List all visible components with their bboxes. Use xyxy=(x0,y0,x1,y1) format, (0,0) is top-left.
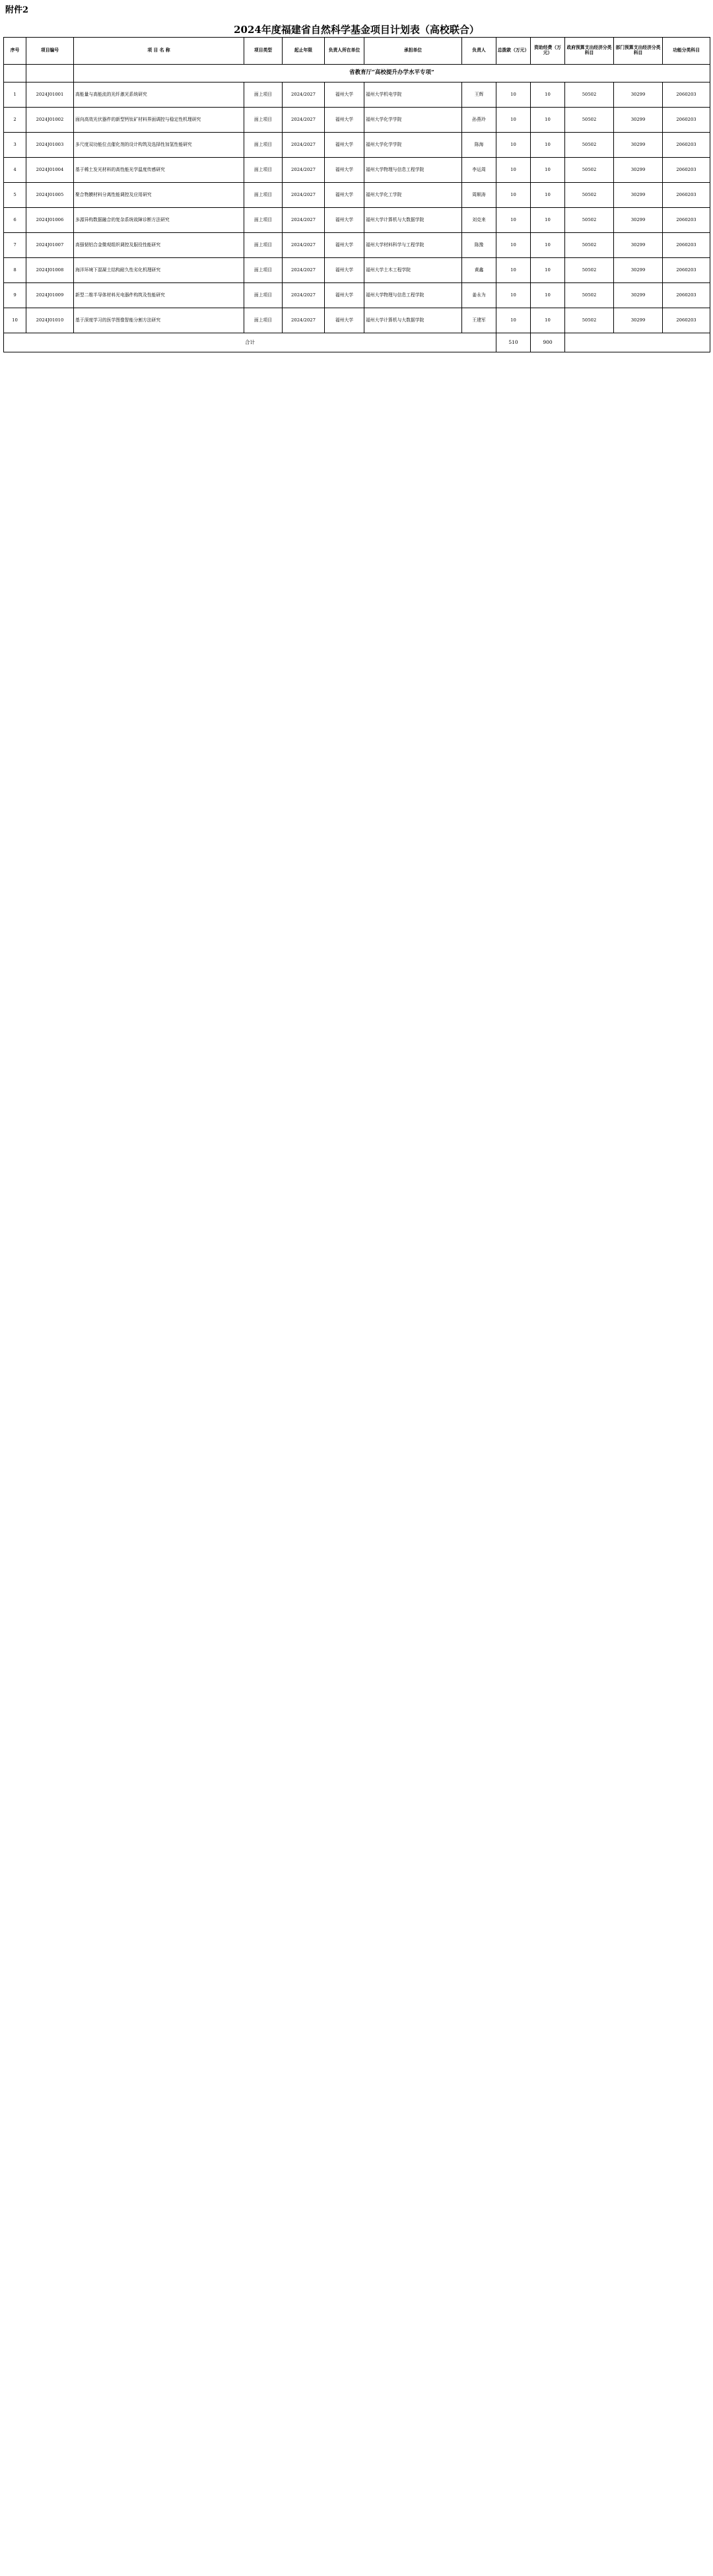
total-row xyxy=(4,333,710,352)
cell-grant-funding: 10 xyxy=(531,233,565,258)
cell-institution: 福州大学 xyxy=(325,283,364,308)
table-row xyxy=(4,283,710,308)
cell-period: 2024/2027 xyxy=(283,133,325,158)
table-row xyxy=(4,83,710,108)
cell-leader: 李运周 xyxy=(462,158,496,183)
cell-function-code: 2060203 xyxy=(663,133,710,158)
cell-leader: 王辉 xyxy=(462,83,496,108)
cell-dept-budget-code: 30299 xyxy=(614,308,663,333)
total-blank xyxy=(565,333,710,352)
cell-function-code: 2060203 xyxy=(663,83,710,108)
cell-period: 2024/2027 xyxy=(283,283,325,308)
cell-institution: 福州大学 xyxy=(325,133,364,158)
cell-project-type: 面上项目 xyxy=(244,308,283,333)
cell-dept-budget-code: 30299 xyxy=(614,208,663,233)
cell-grant-funding: 10 xyxy=(531,83,565,108)
cell-unit: 福州大学计算机与大数据学院 xyxy=(364,208,462,233)
header-cell: 资助经费（万元） xyxy=(531,38,565,65)
cell-grant-funding: 10 xyxy=(531,158,565,183)
cell-index: 2 xyxy=(4,108,26,133)
header-cell: 项目编号 xyxy=(26,38,74,65)
header-cell: 负责人 xyxy=(462,38,496,65)
header-cell: 项目类型 xyxy=(244,38,283,65)
cell-project-id: 2024J01006 xyxy=(26,208,74,233)
cell-project-name: 高强韧铝合金微观组织调控及服役性能研究 xyxy=(74,233,244,258)
cell-project-id: 2024J01009 xyxy=(26,283,74,308)
cell-period: 2024/2027 xyxy=(283,158,325,183)
cell-leader: 黄鑫 xyxy=(462,258,496,283)
cell-function-code: 2060203 xyxy=(663,108,710,133)
cell-total-funding: 10 xyxy=(496,283,531,308)
cell-index: 8 xyxy=(4,258,26,283)
cell-project-name: 基于深度学习的医学图像智能分割方法研究 xyxy=(74,308,244,333)
header-cell: 总拨款（万元） xyxy=(496,38,531,65)
cell-function-code: 2060203 xyxy=(663,233,710,258)
cell-project-id: 2024J01001 xyxy=(26,83,74,108)
header-cell: 起止年限 xyxy=(283,38,325,65)
table-body xyxy=(4,65,710,352)
section-blank xyxy=(26,65,74,83)
table-row xyxy=(4,158,710,183)
cell-project-name: 面向高效光伏器件的新型钙钛矿材料界面调控与稳定性机理研究 xyxy=(74,108,244,133)
cell-gov-budget-code: 50502 xyxy=(565,133,614,158)
cell-unit: 福州大学物理与信息工程学院 xyxy=(364,158,462,183)
cell-period: 2024/2027 xyxy=(283,258,325,283)
cell-total-funding: 10 xyxy=(496,308,531,333)
cell-leader: 陈海 xyxy=(462,133,496,158)
cell-total-funding: 10 xyxy=(496,208,531,233)
table-header-row xyxy=(4,38,710,65)
cell-gov-budget-code: 50502 xyxy=(565,233,614,258)
cell-project-name: 新型二维半导体材料光电器件构筑及性能研究 xyxy=(74,283,244,308)
cell-dept-budget-code: 30299 xyxy=(614,258,663,283)
cell-period: 2024/2027 xyxy=(283,83,325,108)
cell-grant-funding: 10 xyxy=(531,133,565,158)
cell-period: 2024/2027 xyxy=(283,208,325,233)
header-cell: 政府预算支出经济分类科目 xyxy=(565,38,614,65)
table-row xyxy=(4,308,710,333)
total-funding-sum: 510 xyxy=(496,333,531,352)
cell-institution: 福州大学 xyxy=(325,258,364,283)
cell-gov-budget-code: 50502 xyxy=(565,283,614,308)
cell-project-name: 基于稀土发光材料的高性能光学温度传感研究 xyxy=(74,158,244,183)
cell-gov-budget-code: 50502 xyxy=(565,83,614,108)
cell-gov-budget-code: 50502 xyxy=(565,158,614,183)
cell-project-id: 2024J01005 xyxy=(26,183,74,208)
cell-leader: 孙燕玲 xyxy=(462,108,496,133)
cell-dept-budget-code: 30299 xyxy=(614,108,663,133)
header-cell: 承担单位 xyxy=(364,38,462,65)
cell-leader: 周顺涛 xyxy=(462,183,496,208)
cell-gov-budget-code: 50502 xyxy=(565,308,614,333)
cell-function-code: 2060203 xyxy=(663,208,710,233)
cell-grant-funding: 10 xyxy=(531,183,565,208)
cell-institution: 福州大学 xyxy=(325,83,364,108)
cell-project-id: 2024J01010 xyxy=(26,308,74,333)
cell-function-code: 2060203 xyxy=(663,283,710,308)
cell-gov-budget-code: 50502 xyxy=(565,208,614,233)
cell-grant-funding: 10 xyxy=(531,108,565,133)
cell-leader: 姜永为 xyxy=(462,283,496,308)
cell-project-name: 多源异构数据融合的复杂系统故障诊断方法研究 xyxy=(74,208,244,233)
cell-index: 5 xyxy=(4,183,26,208)
cell-institution: 福州大学 xyxy=(325,308,364,333)
cell-unit: 福州大学物理与信息工程学院 xyxy=(364,283,462,308)
header-cell: 功能分类科目 xyxy=(663,38,710,65)
cell-project-name: 海洋环境下混凝土结构耐久性劣化机理研究 xyxy=(74,258,244,283)
cell-index: 3 xyxy=(4,133,26,158)
cell-dept-budget-code: 30299 xyxy=(614,133,663,158)
table-row xyxy=(4,183,710,208)
header-cell: 部门预算支出经济分类科目 xyxy=(614,38,663,65)
grant-funding-sum: 900 xyxy=(531,333,565,352)
cell-grant-funding: 10 xyxy=(531,283,565,308)
cell-institution: 福州大学 xyxy=(325,108,364,133)
cell-total-funding: 10 xyxy=(496,108,531,133)
total-label: 合计 xyxy=(4,333,496,352)
cell-total-funding: 10 xyxy=(496,258,531,283)
cell-unit: 福州大学土木工程学院 xyxy=(364,258,462,283)
cell-grant-funding: 10 xyxy=(531,208,565,233)
cell-project-name: 多尺度双功能位点催化剂的设计构筑及选择性加氢性能研究 xyxy=(74,133,244,158)
cell-total-funding: 10 xyxy=(496,83,531,108)
cell-leader: 王建军 xyxy=(462,308,496,333)
cell-dept-budget-code: 30299 xyxy=(614,83,663,108)
section-row xyxy=(4,65,710,83)
cell-unit: 福州大学化学学院 xyxy=(364,133,462,158)
page-title: 2024年度福建省自然科学基金项目计划表（高校联合） xyxy=(234,24,479,36)
cell-project-type: 面上项目 xyxy=(244,283,283,308)
cell-unit: 福州大学化学学院 xyxy=(364,108,462,133)
cell-function-code: 2060203 xyxy=(663,258,710,283)
cell-project-type: 面上项目 xyxy=(244,233,283,258)
cell-index: 6 xyxy=(4,208,26,233)
cell-dept-budget-code: 30299 xyxy=(614,233,663,258)
cell-project-name: 高能量与高能流的光纤激光系统研究 xyxy=(74,83,244,108)
cell-total-funding: 10 xyxy=(496,183,531,208)
header-cell: 负责人所在单位 xyxy=(325,38,364,65)
table-row xyxy=(4,108,710,133)
cell-function-code: 2060203 xyxy=(663,183,710,208)
cell-project-type: 面上项目 xyxy=(244,158,283,183)
cell-unit: 福州大学计算机与大数据学院 xyxy=(364,308,462,333)
cell-grant-funding: 10 xyxy=(531,258,565,283)
cell-index: 4 xyxy=(4,158,26,183)
table-row xyxy=(4,233,710,258)
cell-total-funding: 10 xyxy=(496,233,531,258)
cell-unit: 福州大学化工学院 xyxy=(364,183,462,208)
cell-function-code: 2060203 xyxy=(663,158,710,183)
cell-project-id: 2024J01007 xyxy=(26,233,74,258)
cell-grant-funding: 10 xyxy=(531,308,565,333)
header-cell: 序号 xyxy=(4,38,26,65)
cell-index: 1 xyxy=(4,83,26,108)
section-title: 省教育厅“高校提升办学水平专项” xyxy=(74,65,710,83)
cell-period: 2024/2027 xyxy=(283,233,325,258)
cell-project-type: 面上项目 xyxy=(244,108,283,133)
cell-project-type: 面上项目 xyxy=(244,208,283,233)
cell-project-name: 聚合物膜材料分离性能调控及应用研究 xyxy=(74,183,244,208)
cell-index: 9 xyxy=(4,283,26,308)
cell-gov-budget-code: 50502 xyxy=(565,183,614,208)
cell-function-code: 2060203 xyxy=(663,308,710,333)
cell-unit: 福州大学机电学院 xyxy=(364,83,462,108)
cell-project-id: 2024J01003 xyxy=(26,133,74,158)
cell-period: 2024/2027 xyxy=(283,183,325,208)
cell-project-type: 面上项目 xyxy=(244,83,283,108)
cell-dept-budget-code: 30299 xyxy=(614,283,663,308)
table-row xyxy=(4,133,710,158)
cell-institution: 福州大学 xyxy=(325,158,364,183)
cell-institution: 福州大学 xyxy=(325,183,364,208)
cell-institution: 福州大学 xyxy=(325,233,364,258)
cell-period: 2024/2027 xyxy=(283,308,325,333)
cell-total-funding: 10 xyxy=(496,158,531,183)
table-row xyxy=(4,208,710,233)
header-cell: 项 目 名 称 xyxy=(74,38,244,65)
cell-project-type: 面上项目 xyxy=(244,258,283,283)
cell-project-id: 2024J01002 xyxy=(26,108,74,133)
cell-project-type: 面上项目 xyxy=(244,133,283,158)
cell-gov-budget-code: 50502 xyxy=(565,258,614,283)
cell-project-type: 面上项目 xyxy=(244,183,283,208)
cell-index: 10 xyxy=(4,308,26,333)
cell-dept-budget-code: 30299 xyxy=(614,158,663,183)
project-table xyxy=(3,37,710,352)
cell-unit: 福州大学材料科学与工程学院 xyxy=(364,233,462,258)
cell-leader: 陈豫 xyxy=(462,233,496,258)
table-row xyxy=(4,258,710,283)
attachment-label: 附件2 xyxy=(5,5,29,15)
cell-total-funding: 10 xyxy=(496,133,531,158)
cell-leader: 刘克来 xyxy=(462,208,496,233)
cell-gov-budget-code: 50502 xyxy=(565,108,614,133)
cell-dept-budget-code: 30299 xyxy=(614,183,663,208)
cell-institution: 福州大学 xyxy=(325,208,364,233)
cell-index: 7 xyxy=(4,233,26,258)
cell-period: 2024/2027 xyxy=(283,108,325,133)
section-blank xyxy=(4,65,26,83)
cell-project-id: 2024J01008 xyxy=(26,258,74,283)
cell-project-id: 2024J01004 xyxy=(26,158,74,183)
